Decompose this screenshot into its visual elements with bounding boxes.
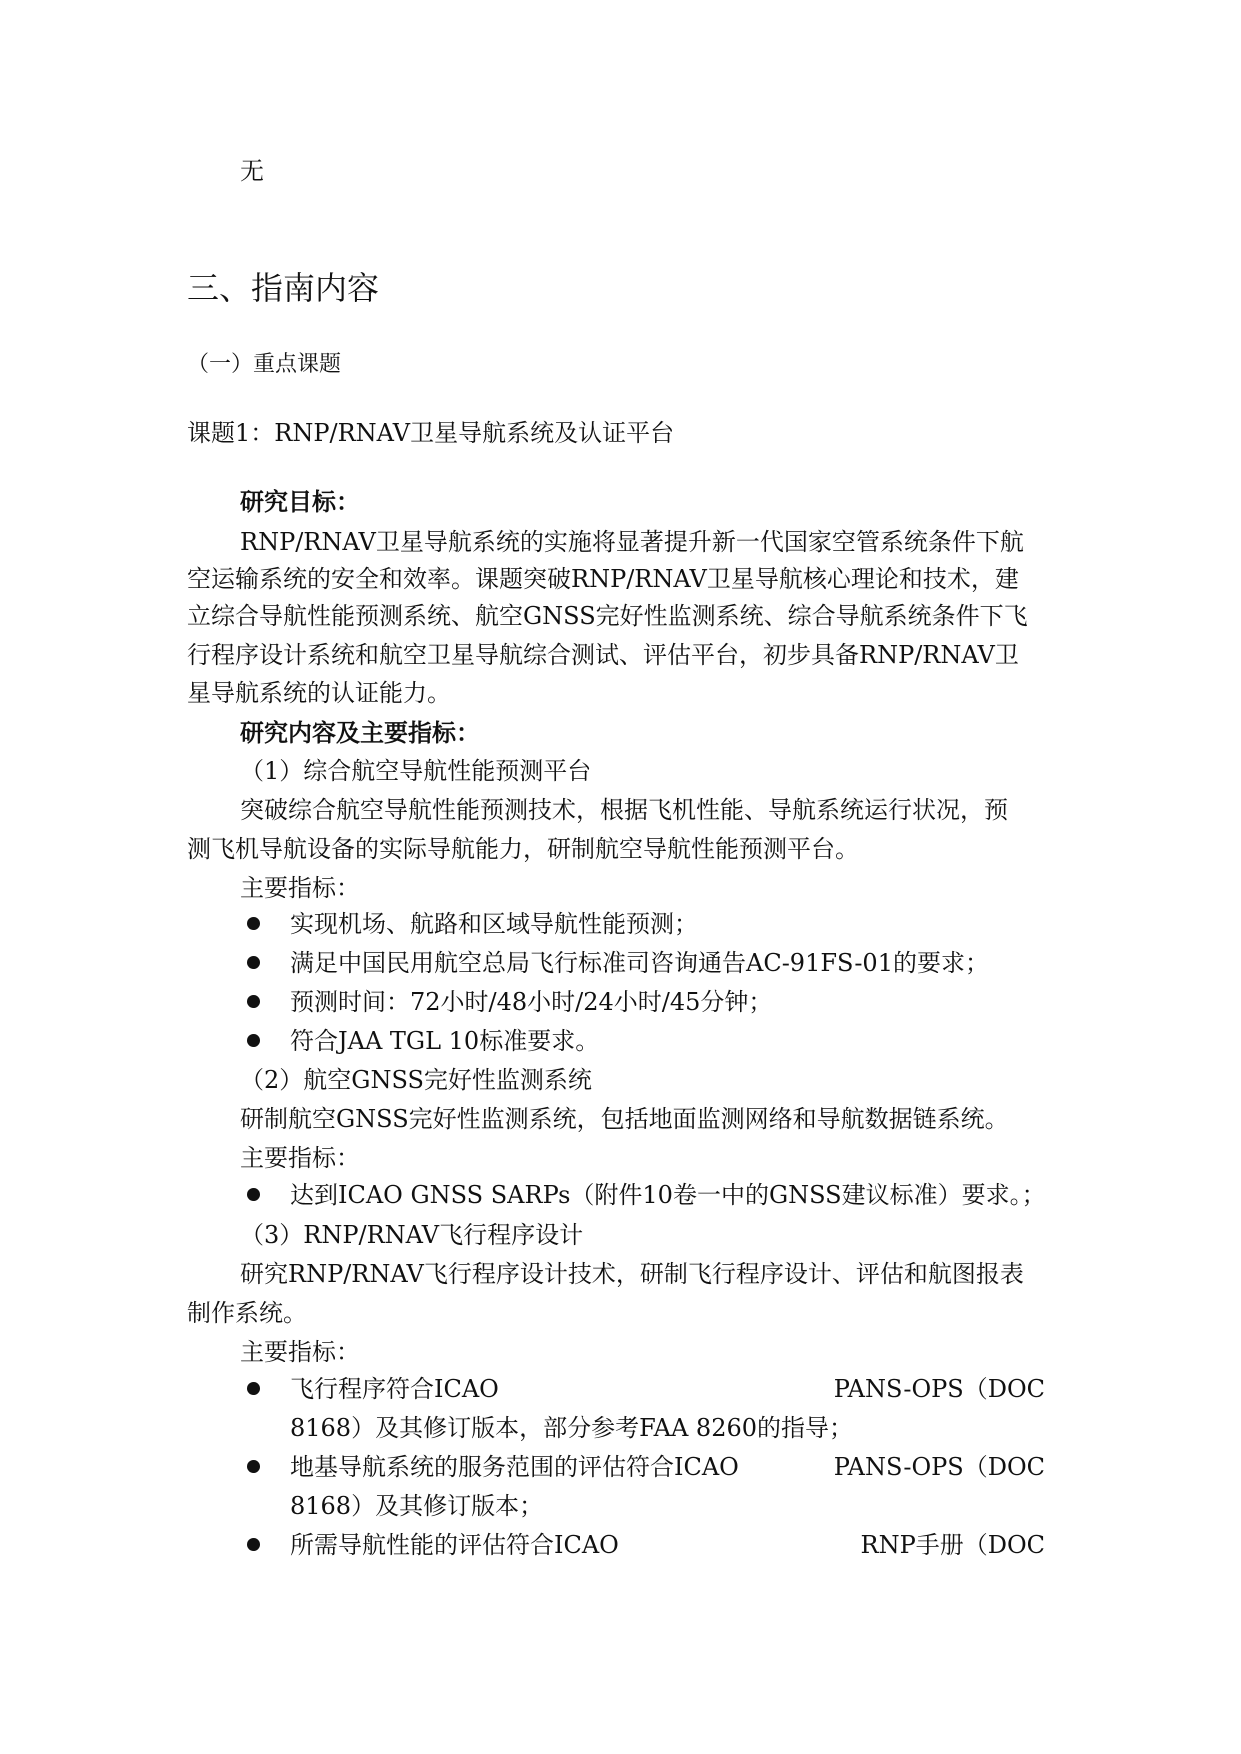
bullet-dot — [247, 995, 260, 1008]
item3-bullet-cont: 8168）及其修订版本，部分参考FAA 8260的指导； — [290, 1414, 854, 1442]
item3-desc-line: 制作系统。 — [187, 1299, 307, 1327]
goal-line: 星导航系统的认证能力。 — [187, 679, 451, 707]
section-title: 三、指南内容 — [187, 269, 380, 307]
goal-line: RNP/RNAV卫星导航系统的实施将显著提升新一代国家空管系统条件下航 — [240, 528, 1024, 556]
item3-bullet-right: RNP手册（DOC — [860, 1531, 1045, 1559]
item3-bullet-right: PANS-OPS（DOC — [833, 1453, 1045, 1481]
item1-bullet: 预测时间：72小时/48小时/24小时/45分钟； — [290, 988, 773, 1016]
wu-text: 无 — [240, 157, 264, 185]
item3-bullet-cont: 8168）及其修订版本； — [290, 1492, 544, 1520]
item3-bullet-right: PANS-OPS（DOC — [833, 1375, 1045, 1403]
goal-heading: 研究目标： — [240, 488, 360, 516]
goal-line: 行程序设计系统和航空卫星导航综合测试、评估平台，初步具备RNP/RNAV卫 — [187, 641, 1019, 669]
item1-bullet: 实现机场、航路和区域导航性能预测； — [290, 910, 698, 938]
item3-bullet-left: 所需导航性能的评估符合ICAO — [290, 1531, 619, 1559]
item3-desc-line: 研究RNP/RNAV飞行程序设计技术，研制飞行程序设计、评估和航图报表 — [240, 1260, 1024, 1288]
bullet-dot — [247, 917, 260, 930]
item2-desc-line: 研制航空GNSS完好性监测系统，包括地面监测网络和导航数据链系统。 — [240, 1105, 1009, 1133]
item1-title: （1）综合航空导航性能预测平台 — [240, 757, 592, 785]
bullet-dot — [247, 1538, 260, 1551]
bullet-dot — [247, 1382, 260, 1395]
item3-bullet-left: 地基导航系统的服务范围的评估符合ICAO — [290, 1453, 739, 1481]
item3-title: （3）RNP/RNAV飞行程序设计 — [240, 1221, 584, 1249]
item1-desc-line: 测飞机导航设备的实际导航能力，研制航空导航性能预测平台。 — [187, 835, 859, 863]
content-heading: 研究内容及主要指标： — [240, 719, 480, 747]
goal-line: 空运输系统的安全和效率。课题突破RNP/RNAV卫星导航核心理论和技术，建 — [187, 565, 1019, 593]
item1-bullet: 满足中国民用航空总局飞行标准司咨询通告AC-91FS-01的要求； — [290, 949, 989, 977]
item3-indicator-label: 主要指标： — [240, 1338, 360, 1366]
item1-indicator-label: 主要指标： — [240, 874, 360, 902]
bullet-dot — [247, 1188, 260, 1201]
item2-indicator-label: 主要指标： — [240, 1144, 360, 1172]
subsection-title: （一）重点课题 — [187, 352, 342, 377]
item3-bullet-left: 飞行程序符合ICAO — [290, 1375, 499, 1403]
topic-title: 课题1：RNP/RNAV卫星导航系统及认证平台 — [187, 419, 675, 447]
bullet-dot — [247, 1460, 260, 1473]
item1-desc-line: 突破综合航空导航性能预测技术，根据飞机性能、导航系统运行状况，预 — [240, 796, 1008, 824]
bullet-dot — [247, 956, 260, 969]
item2-title: （2）航空GNSS完好性监测系统 — [240, 1066, 592, 1094]
item2-bullet: 达到ICAO GNSS SARPs（附件10卷一中的GNSS建议标准）要求。； — [290, 1181, 1046, 1209]
goal-line: 立综合导航性能预测系统、航空GNSS完好性监测系统、综合导航系统条件下飞 — [187, 602, 1028, 630]
item1-bullet: 符合JAA TGL 10标准要求。 — [290, 1027, 600, 1055]
bullet-dot — [247, 1034, 260, 1047]
